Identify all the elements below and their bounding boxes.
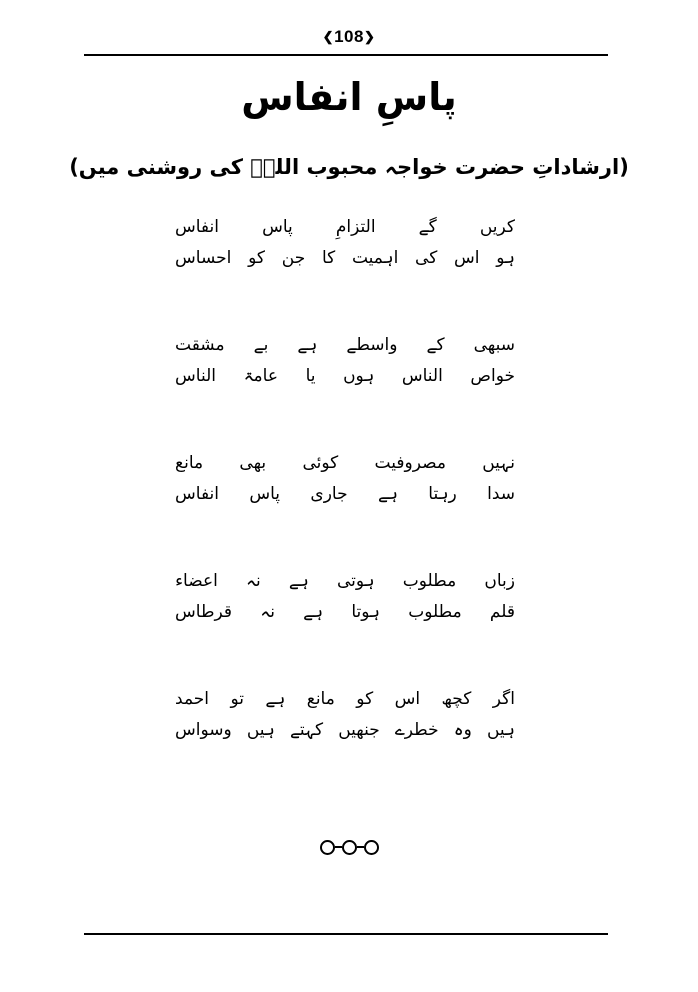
verse-line bbox=[175, 597, 515, 628]
page-number bbox=[323, 27, 376, 47]
verse-word: ہے bbox=[377, 484, 398, 504]
verse-word: کو bbox=[248, 248, 266, 268]
verse-word: گے bbox=[418, 217, 437, 237]
verse-word: نہ bbox=[246, 571, 261, 591]
end-ornament-link bbox=[335, 846, 342, 849]
verse-word: احساس bbox=[175, 248, 232, 268]
verse-word: جن bbox=[281, 248, 306, 268]
page-number-value: 108 bbox=[334, 27, 364, 46]
verse-word: کی bbox=[415, 248, 438, 268]
end-ornament-ring bbox=[364, 840, 379, 855]
verse-word: اہمیت bbox=[351, 248, 399, 268]
footer-rule bbox=[84, 933, 608, 935]
verse-word: زباں bbox=[484, 571, 515, 591]
verse-word: ہوتا bbox=[351, 602, 380, 622]
verse-word: ہیں bbox=[246, 720, 275, 740]
verse-word: خطرے bbox=[394, 720, 439, 740]
verse-word: رہتا bbox=[428, 484, 457, 504]
verse-word: کریں bbox=[479, 217, 515, 237]
page-title: پاسِ انفاس bbox=[241, 75, 457, 119]
end-ornament-link bbox=[357, 846, 364, 849]
verse-word: ہے bbox=[265, 689, 286, 709]
verse-word: انفاس bbox=[175, 217, 219, 237]
verse-word: نہیں bbox=[482, 453, 515, 473]
verse-word: سبھی bbox=[473, 335, 515, 355]
verse-line bbox=[175, 448, 515, 479]
verse-word: کے bbox=[426, 335, 445, 355]
verse-word: اس bbox=[454, 248, 480, 268]
verse-word: وہ bbox=[453, 720, 472, 740]
end-ornament-ring bbox=[342, 840, 357, 855]
verse-word: قرطاس bbox=[175, 602, 232, 622]
verse-word: خواص bbox=[470, 366, 515, 386]
page-subtitle: (ارشاداتِ حضرت خواجہ محبوب اللہؒ کی روشنی میں) bbox=[69, 155, 629, 179]
header-rule bbox=[84, 54, 608, 56]
poem bbox=[175, 212, 515, 802]
verse-word: انفاس bbox=[175, 484, 220, 504]
page-number-header bbox=[0, 27, 698, 47]
verse-word: کو bbox=[356, 689, 374, 709]
verse-word: ہوتی bbox=[336, 571, 375, 591]
verse-line bbox=[175, 715, 515, 746]
verse-line bbox=[175, 361, 515, 392]
verse-word: ہوں bbox=[343, 366, 375, 386]
stanza bbox=[175, 684, 515, 802]
stanza bbox=[175, 212, 515, 330]
verse-line bbox=[175, 566, 515, 597]
verse-word: التزامِ bbox=[335, 217, 376, 237]
verse-word: کا bbox=[321, 248, 336, 268]
verse-word: کچھ bbox=[441, 689, 472, 709]
verse-word: بے bbox=[253, 335, 269, 355]
verse-word: قلم bbox=[489, 602, 515, 622]
verse-word: کوئی bbox=[302, 453, 339, 473]
verse-word: مطلوب bbox=[408, 602, 462, 622]
verse-word: احمد bbox=[175, 689, 210, 709]
verse-word: مصروفیت bbox=[374, 453, 446, 473]
verse-word: مشقت bbox=[175, 335, 225, 355]
verse-word: ہیں bbox=[486, 720, 515, 740]
page-number-ornament-right: ❯ bbox=[363, 29, 376, 44]
verse-word: الناس bbox=[401, 366, 443, 386]
verse-line bbox=[175, 243, 515, 274]
stanza bbox=[175, 330, 515, 448]
stanza bbox=[175, 566, 515, 684]
verse-word: الناس bbox=[175, 366, 217, 386]
verse-word: کہتے bbox=[289, 720, 324, 740]
verse-word: مانع bbox=[306, 689, 335, 709]
verse-word: اس bbox=[394, 689, 421, 709]
verse-word: مانع bbox=[175, 453, 204, 473]
verse-word: عامۃ bbox=[243, 366, 278, 386]
verse-word: ہے bbox=[297, 335, 318, 355]
verse-word: سدا bbox=[487, 484, 515, 504]
verse-word: مطلوب bbox=[402, 571, 457, 591]
verse-word: وسواس bbox=[175, 720, 232, 740]
verse-word: ہے bbox=[288, 571, 309, 591]
verse-word: نہ bbox=[260, 602, 275, 622]
verse-line bbox=[175, 330, 515, 361]
verse-word: ہو bbox=[496, 248, 515, 268]
verse-line bbox=[175, 684, 515, 715]
verse-word: واسطے bbox=[346, 335, 398, 355]
verse-word: پاس bbox=[262, 217, 293, 237]
page-number-ornament-left: ❮ bbox=[322, 29, 335, 44]
verse-word: پاس bbox=[249, 484, 281, 504]
verse-line bbox=[175, 479, 515, 510]
verse-word: جاری bbox=[310, 484, 348, 504]
verse-line bbox=[175, 212, 515, 243]
verse-word: جنھیں bbox=[338, 720, 380, 740]
verse-word: اعضاء bbox=[175, 571, 218, 591]
verse-word: یا bbox=[305, 366, 316, 386]
end-ornament bbox=[0, 836, 698, 857]
stanza bbox=[175, 448, 515, 566]
end-ornament-ring bbox=[320, 840, 335, 855]
verse-word: تو bbox=[230, 689, 244, 709]
verse-word: ہے bbox=[303, 602, 324, 622]
verse-word: بھی bbox=[239, 453, 267, 473]
verse-word: اگر bbox=[492, 689, 515, 709]
